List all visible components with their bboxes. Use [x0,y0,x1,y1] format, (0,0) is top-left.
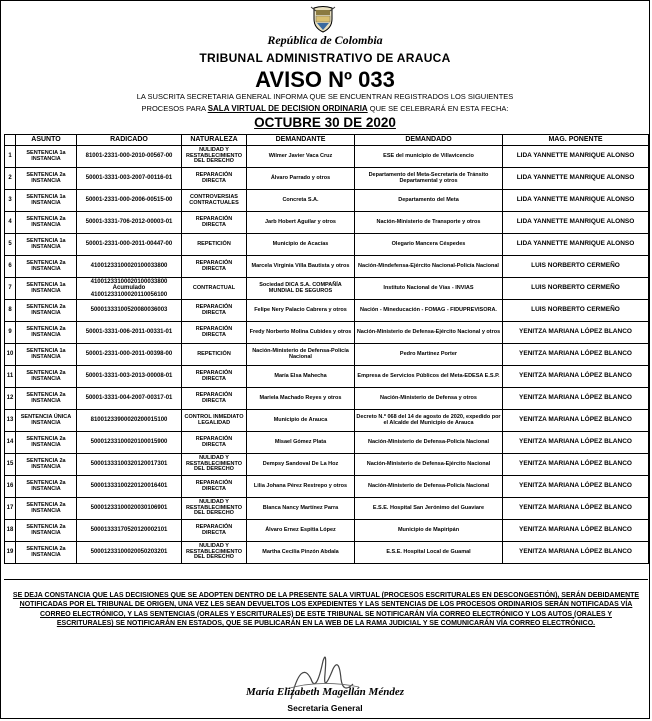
asunto-cell: SENTENCIA 2a INSTANCIA [16,542,77,564]
naturaleza-cell: NULIDAD Y RESTABLECIMIENTO DEL DERECHO [182,146,247,168]
demandante-cell: Jarb Hobert Aguilar y otros [247,212,355,234]
demandante-cell: Wilmer Javier Vaca Cruz [247,146,355,168]
naturaleza-cell: REPARACIÓN DIRECTA [182,300,247,322]
radicado-cell: 50001-3331-003-2013-00008-01 [77,366,182,388]
asunto-cell: SENTENCIA 2a INSTANCIA [16,322,77,344]
naturaleza-cell: REPARACIÓN DIRECTA [182,520,247,542]
signatory-name: María Elizabeth Magellán Méndez [246,686,404,698]
intro-line-2 [1,104,649,113]
row-number: 12 [5,388,16,410]
demandado-cell: Pedro Martínez Porter [355,344,503,366]
table-row [5,410,649,432]
radicado-cell: 50001233100020100015900 [77,432,182,454]
row-number: 14 [5,432,16,454]
demandante-cell: Marcela Virginia Villa Bautista y otros [247,256,355,278]
radicado-cell: 50001-3331-003-2007-00116-01 [77,168,182,190]
demandante-cell: Nación-Ministerio de Defensa-Policía Nacional [247,344,355,366]
asunto-cell: SENTENCIA 2a INSTANCIA [16,432,77,454]
table-row [5,256,649,278]
naturaleza-cell: NULIDAD Y RESTABLECIMIENTO DEL DERECHO [182,542,247,564]
tribunal-heading: TRIBUNAL ADMINISTRATIVO DE ARAUCA [199,51,451,65]
asunto-cell: SENTENCIA 2a INSTANCIA [16,454,77,476]
intro-pre: PROCESOS PARA [141,104,206,113]
table-header-row [5,135,649,146]
table-row [5,542,649,564]
row-number: 17 [5,498,16,520]
column-header: DEMANDANTE [247,135,355,146]
ponente-cell: LUIS NORBERTO CERMEÑO [503,278,649,300]
naturaleza-cell: REPARACIÓN DIRECTA [182,322,247,344]
table-row [5,520,649,542]
row-number: 9 [5,322,16,344]
asunto-cell: SENTENCIA 2a INSTANCIA [16,366,77,388]
row-number: 19 [5,542,16,564]
table-row [5,190,649,212]
row-number: 16 [5,476,16,498]
ponente-cell: LIDA YANNETTE MANRIQUE ALONSO [503,212,649,234]
radicado-cell: 50001-2331-000-2011-00447-00 [77,234,182,256]
naturaleza-cell: CONTRACTUAL [182,278,247,300]
table-row [5,454,649,476]
naturaleza-cell: REPARACIÓN DIRECTA [182,432,247,454]
ponente-cell: YENITZA MARIANA LÓPEZ BLANCO [503,410,649,432]
demandante-cell: Mariela Machado Reyes y otros [247,388,355,410]
row-number: 10 [5,344,16,366]
demandado-cell: Nación - Mineducación - FOMAG - FIDUPREVISORA. [355,300,503,322]
ponente-cell: LIDA YANNETTE MANRIQUE ALONSO [503,234,649,256]
ponente-cell: LIDA YANNETTE MANRIQUE ALONSO [503,168,649,190]
ponente-cell: YENITZA MARIANA LÓPEZ BLANCO [503,344,649,366]
table-row [5,234,649,256]
demandado-cell: E.S.E. Hospital Local de Guamal [355,542,503,564]
demandado-cell: Departamento del Meta [355,190,503,212]
radicado-cell: 50001333170520120002101 [77,520,182,542]
radicado-cell: 50001-3331-004-2007-00317-01 [77,388,182,410]
handwritten-signature [281,649,361,709]
ponente-cell: YENITZA MARIANA LÓPEZ BLANCO [503,476,649,498]
table-row [5,278,649,300]
table-row [5,212,649,234]
naturaleza-cell: REPETICIÓN [182,234,247,256]
ponente-cell: YENITZA MARIANA LÓPEZ BLANCO [503,520,649,542]
naturaleza-cell: NULIDAD Y RESTABLECIMIENTO DEL DERECHO [182,454,247,476]
table-row [5,146,649,168]
row-number: 6 [5,256,16,278]
naturaleza-cell: REPARACIÓN DIRECTA [182,388,247,410]
asunto-cell: SENTENCIA 1a INSTANCIA [16,278,77,300]
demandante-cell: Lilia Johana Pérez Restrepo y otros [247,476,355,498]
radicado-cell: 41001233100020100033800 Acumulado 41001233100020110056100 [77,278,182,300]
column-header: NATURALEZA [182,135,247,146]
table-row [5,432,649,454]
demandante-cell: Martha Cecilia Pinzón Abdala [247,542,355,564]
intro-line-1: LA SUSCRITA SECRETARIA GENERAL INFORMA QUE SE ENCUENTRAN REGISTRADOS LOS SIGUIENTES [136,92,514,101]
demandante-cell: Álvaro Ernez Espitia López [247,520,355,542]
asunto-cell: SENTENCIA 1a INSTANCIA [16,146,77,168]
naturaleza-cell: REPETICIÓN [182,344,247,366]
coat-of-arms-icon [310,5,336,33]
row-number: 1 [5,146,16,168]
demandado-cell: Nación-Ministerio de Defensa-Ejército Nacional [355,454,503,476]
asunto-cell: SENTENCIA 2a INSTANCIA [16,476,77,498]
demandado-cell: Decreto N.º 068 del 14 de agosto de 2020, expedido por el Alcalde del Municipio de Arauca [355,410,503,432]
naturaleza-cell: REPARACIÓN DIRECTA [182,366,247,388]
asunto-cell: SENTENCIA 2a INSTANCIA [16,498,77,520]
asunto-cell: SENTENCIA 2a INSTANCIA [16,520,77,542]
radicado-cell: 41001233100020100033800 [77,256,182,278]
radicado-cell: 50001-3331-706-2012-00003-01 [77,212,182,234]
demandante-cell: Misael Gómez Plata [247,432,355,454]
table-row [5,344,649,366]
asunto-cell: SENTENCIA 2a INSTANCIA [16,168,77,190]
notification-note: SE DEJA CONSTANCIA QUE LAS DECISIONES QUE SE ADOPTEN DENTRO DE LA PRESENTE SALA VIRTUAL (PROCESOS ESCRITURALES EN DESCONGESTIÓN), SERÁN DEBIDAMENTE NOTIFICADAS POR EL TRIBUNAL DE ORIGEN, UNA VEZ LES SEAN DEVUELTOS LOS EXPEDIENTES Y LAS SENTENCIAS DE LOS PROCESOS ORDINARIOS SERÁN NOTIFICADAS VÍA CORREO ELECTRÓNICO, Y LAS SENTENCIAS (ORALES Y ESCRITURALES) DE ESTE TRIBUNAL SE NOTIFICARÁN VÍA CORREO ELECTRÓNICO Y LOS AUTOS (ORALES Y ESCRITURALES) SE NOTIFICARÁN EN ESTADOS, QUE SE PUBLICARÁN EN LA WEB DE LA RAMA JUDICIAL Y SE COMUNICARÁN VÍA CORREO ELECTRÓNICO. [12,592,640,628]
ponente-cell: LUIS NORBERTO CERMEÑO [503,300,649,322]
demandante-cell: Municipio de Arauca [247,410,355,432]
table-row [5,498,649,520]
naturaleza-cell: REPARACIÓN DIRECTA [182,168,247,190]
row-number: 3 [5,190,16,212]
radicado-cell: 50001-3331-006-2011-00331-01 [77,322,182,344]
radicado-cell: 81001-2331-000-2010-00567-00 [77,146,182,168]
row-number: 2 [5,168,16,190]
row-number: 18 [5,520,16,542]
naturaleza-cell: CONTROL INMEDIATO LEGALIDAD [182,410,247,432]
demandado-cell: Nación-Ministerio de Defensa-Policía Nacional [355,476,503,498]
demandado-cell: Olegario Mancera Céspedes [355,234,503,256]
sala-virtual-label: SALA VIRTUAL DE DECISION ORDINARIA [207,104,368,113]
radicado-cell: 50001333100320120017301 [77,454,182,476]
asunto-cell: SENTENCIA ÚNICA INSTANCIA [16,410,77,432]
asunto-cell: SENTENCIA 2a INSTANCIA [16,300,77,322]
session-date: OCTUBRE 30 DE 2020 [254,115,396,130]
radicado-cell: 50001333100220120016401 [77,476,182,498]
demandante-cell: Sociedad DICA S.A. COMPAÑÍA MUNDIAL DE SEGUROS [247,278,355,300]
row-number: 4 [5,212,16,234]
radicado-cell: 50001-2331-000-2011-00398-00 [77,344,182,366]
row-number: 15 [5,454,16,476]
column-header: RADICADO [77,135,182,146]
naturaleza-cell: REPARACIÓN DIRECTA [182,212,247,234]
asunto-cell: SENTENCIA 2a INSTANCIA [16,388,77,410]
demandante-cell: Felipe Nery Palacio Cabrera y otros [247,300,355,322]
ponente-cell: LIDA YANNETTE MANRIQUE ALONSO [503,190,649,212]
column-header: DEMANDADO [355,135,503,146]
radicado-cell: 50001233100020050203201 [77,542,182,564]
radicado-cell: 50001-2331-000-2006-00515-00 [77,190,182,212]
demandante-cell: Concreta S.A. [247,190,355,212]
naturaleza-cell: REPARACIÓN DIRECTA [182,256,247,278]
demandado-cell: Nación-Ministerio de Defensa-Policía Nacional [355,432,503,454]
ponente-cell: YENITZA MARIANA LÓPEZ BLANCO [503,542,649,564]
asunto-cell: SENTENCIA 2a INSTANCIA [16,212,77,234]
demandado-cell: Nación-Ministerio de Defensa y otros [355,388,503,410]
row-number: 7 [5,278,16,300]
demandado-cell: E.S.E. Hospital San Jerónimo del Guaviare [355,498,503,520]
demandante-cell: Álvaro Parrado y otros [247,168,355,190]
column-header: ASUNTO [16,135,77,146]
signatory-title: Secretaria General [287,703,363,713]
ponente-cell: YENITZA MARIANA LÓPEZ BLANCO [503,498,649,520]
ponente-cell: LUIS NORBERTO CERMEÑO [503,256,649,278]
naturaleza-cell: NULIDAD Y RESTABLECIMIENTO DEL DERECHO [182,498,247,520]
demandante-cell: María Elsa Mahecha [247,366,355,388]
asunto-cell: SENTENCIA 1a INSTANCIA [16,344,77,366]
table-row [5,476,649,498]
demandado-cell: ESE del municipio de Villavicencio [355,146,503,168]
demandado-cell: Departamento del Meta-Secretaría de Tránsito Departamental y otros [355,168,503,190]
aviso-title: AVISO Nº 033 [255,67,395,92]
process-table [4,134,649,564]
table-row [5,366,649,388]
table-row [5,322,649,344]
column-header: MAG. PONENTE [503,135,649,146]
ponente-cell: YENITZA MARIANA LÓPEZ BLANCO [503,322,649,344]
demandado-cell: Nación-Ministerio de Transporte y otros [355,212,503,234]
republic-heading: República de Colombia [267,33,383,47]
row-number: 8 [5,300,16,322]
intro-post: QUE SE CELEBRARÁ EN ESTA FECHA: [369,104,509,113]
ponente-cell: LIDA YANNETTE MANRIQUE ALONSO [503,146,649,168]
demandado-cell: Empresa de Servicios Públicos del Meta-EDESA E.S.P. [355,366,503,388]
demandado-cell: Nación-Ministerio de Defensa-Ejército Nacional y otros [355,322,503,344]
radicado-cell: 81001233900020200015100 [77,410,182,432]
divider [4,579,648,580]
ponente-cell: YENITZA MARIANA LÓPEZ BLANCO [503,366,649,388]
row-number: 13 [5,410,16,432]
asunto-cell: SENTENCIA 2a INSTANCIA [16,256,77,278]
demandado-cell: Instituto Nacional de Vías - INVIAS [355,278,503,300]
column-header [5,135,16,146]
demandante-cell: Dempsy Sandoval De La Hoz [247,454,355,476]
row-number: 5 [5,234,16,256]
table-body [5,146,649,564]
table-row [5,168,649,190]
table-row [5,300,649,322]
table-row [5,388,649,410]
demandante-cell: Fredy Norberto Molina Cubides y otros [247,322,355,344]
ponente-cell: YENITZA MARIANA LÓPEZ BLANCO [503,454,649,476]
ponente-cell: YENITZA MARIANA LÓPEZ BLANCO [503,432,649,454]
row-number: 11 [5,366,16,388]
demandante-cell: Blanca Nancy Martínez Parra [247,498,355,520]
asunto-cell: SENTENCIA 1a INSTANCIA [16,234,77,256]
demandado-cell: Municipio de Mapiripán [355,520,503,542]
radicado-cell: 50001333100520080036003 [77,300,182,322]
radicado-cell: 50001233100020030106901 [77,498,182,520]
naturaleza-cell: CONTROVERSIAS CONTRACTUALES [182,190,247,212]
naturaleza-cell: REPARACIÓN DIRECTA [182,476,247,498]
demandado-cell: Nación-Mindefensa-Ejército Nacional-Policía Nacional [355,256,503,278]
ponente-cell: YENITZA MARIANA LÓPEZ BLANCO [503,388,649,410]
demandante-cell: Municipio de Acacías [247,234,355,256]
asunto-cell: SENTENCIA 1a INSTANCIA [16,190,77,212]
